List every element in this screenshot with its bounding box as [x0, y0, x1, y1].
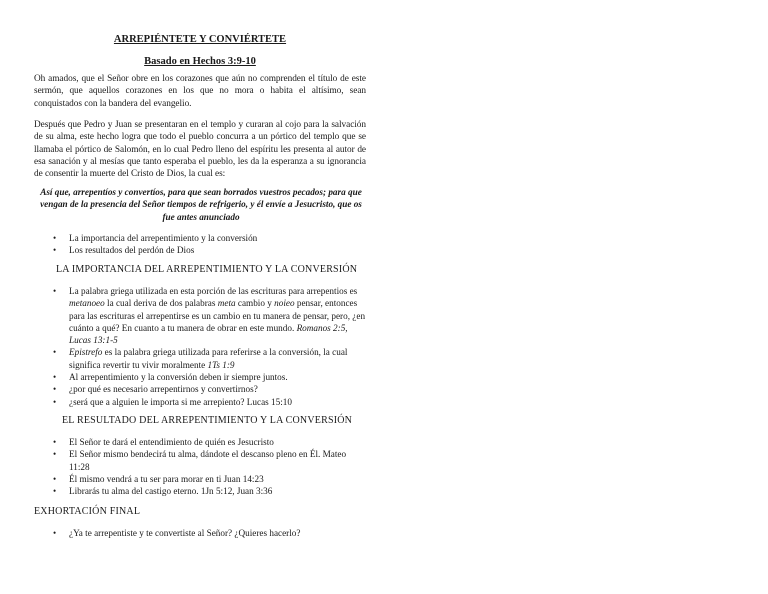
bullet-icon: •	[53, 449, 57, 460]
list-item: • Librarás tu alma del castigo eterno. 1Jn 5:12, Juan 3:36	[53, 486, 273, 497]
list-item: • El Señor mismo bendecirá tu alma, dándote el descanso pleno en Él. Mateo 11:28	[53, 449, 347, 472]
list-item: • Él mismo vendrá a tu ser para morar en ti Juan 14:23	[53, 473, 264, 484]
result-list	[0, 436, 367, 497]
list-item: • La palabra griega utilizada en esta porción de las escrituras para arrepentios es metanoeo la cual deriva de dos palabras meta cambio y noieo pensar, entonces para las escrituras el arrepentirse es un cambio en tu manera de pensar, pero, ¿en cuánto a qué? En cuanto a tu manera de obrar en este mundo. Romanos 2:5, Lucas 13:1-5	[53, 286, 366, 346]
outline-list	[0, 232, 367, 257]
intro-paragraph: Oh amados, que el Señor obre en los corazones que aún no comprenden el título de este sermón, que aquellos corazones en los que no mora o habita el altísimo, sean conquistados con la bandera del evangelio.	[34, 74, 366, 109]
bullet-icon: •	[53, 473, 57, 484]
importance-list	[0, 285, 367, 408]
bullet-icon: •	[53, 384, 57, 395]
list-item: • El Señor te dará el entendimiento de quién es Jesucristo	[53, 437, 274, 447]
section-heading-result: EL RESULTADO DEL ARREPENTIMIENTO Y LA CONVERSIÓN	[62, 415, 353, 426]
context-paragraph: Después que Pedro y Juan se presentaran en el templo y curaran al cojo para la salvación de su alma, este hecho logra que todo el pueblo concurra a un pórtico del templo que se llamaba el pórtico de Salomón, en lo cual Pedro lleno del espíritu les presenta al autor de esa sanación y al mesías que tanto esperaba el pueblo, les da la esperanza a su ignorancia de consentir la muerte del Cristo de Dios, la cual es:	[34, 120, 366, 180]
list-item: • ¿Ya te arrepentiste y te convertiste al Señor? ¿Quieres hacerlo?	[53, 528, 301, 538]
list-item: • La importancia del arrepentimiento y la conversión	[53, 233, 258, 243]
list-item: • ¿por qué es necesario arrepentirnos y convertirnos?	[53, 384, 258, 395]
bullet-icon: •	[53, 437, 57, 447]
bullet-icon: •	[53, 347, 57, 358]
sermon-title: ARREPIÉNTETE Y CONVIÉRTETE	[113, 34, 287, 45]
bullet-icon: •	[53, 396, 57, 407]
bullet-icon: •	[53, 245, 57, 256]
list-item: • ¿será que a alguien le importa si me arrepiento? Lucas 15:10	[53, 396, 292, 407]
exhortation-list	[0, 527, 367, 539]
section-heading-importance: LA IMPORTANCIA DEL ARREPENTIMIENTO Y LA CONVERSIÓN	[56, 264, 358, 275]
bullet-icon: •	[53, 372, 57, 383]
list-item: • Epistrefo es la palabra griega utilizada para referirse a la conversión, la cual significa revertir tu vivir moralmente 1Ts 1:9	[53, 347, 348, 370]
key-verse-quote: Así que, arrepentíos y convertíos, para que sean borrados vuestros pecados; para que vengan de la presencia del Señor tiempos de refrigerio, y él envíe a Jesucristo, que os fue antes anunciado	[40, 187, 362, 222]
bullet-icon: •	[53, 233, 57, 243]
list-item: • Al arrepentimiento y la conversión deben ir siempre juntos.	[53, 372, 288, 383]
list-item: • Los resultados del perdón de Dios	[53, 245, 195, 256]
scripture-reference: Basado en Hechos 3:9-10	[144, 56, 256, 67]
bullet-icon: •	[53, 286, 57, 296]
bullet-icon: •	[53, 486, 57, 497]
section-heading-exhortation: EXHORTACIÓN FINAL	[34, 506, 141, 517]
bullet-icon: •	[53, 528, 57, 538]
